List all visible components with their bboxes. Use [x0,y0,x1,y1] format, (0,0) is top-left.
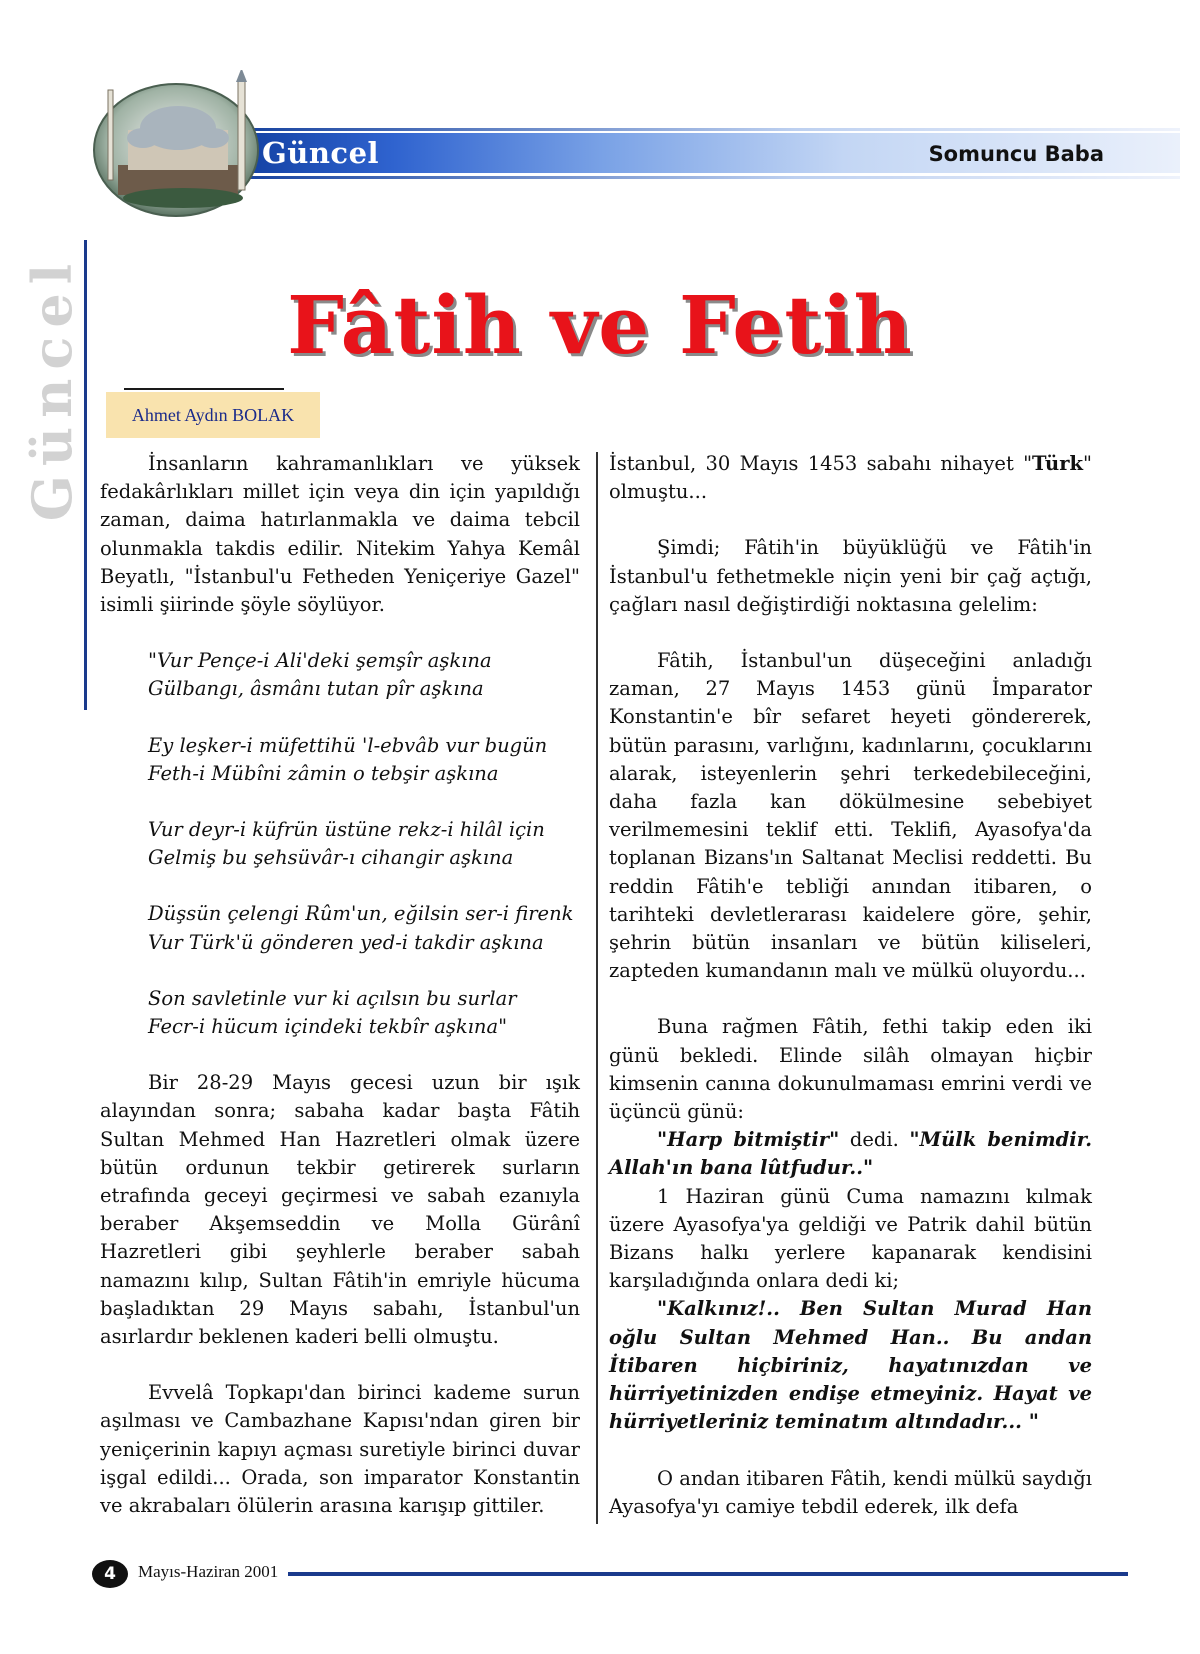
right-column [609,450,1092,1521]
left-column [100,450,580,1520]
poem-line: Gelmiş bu şehsüvâr-ı cihangir aşkına [148,846,514,870]
text-run: dedi. [839,1128,910,1152]
article-title: Fâtih ve Fetih [287,278,913,372]
poem-line: Vur deyr-i küfrün üstüne rekz-i hilâl için [148,818,545,842]
poem-line: Fecr-i hücum içindeki tekbîr aşkına" [148,1015,508,1039]
text-run: " olmuştu... [609,452,1092,504]
paragraph: 1 Haziran günü Cuma namazını kılmak üzere Ayasofya'ya geldiği ve Patrik dahil bütün Bizans halkı yerlere kapanarak kendisini karşıladığında onlara dedi ki; [609,1184,1092,1293]
paragraph [609,450,1092,506]
paragraph: O andan itibaren Fâtih, kendi mülkü saydığı Ayasofya'yı camiye tebdil ederek, ilk defa [609,1466,1092,1518]
paragraph: Şimdi; Fâtih'in büyüklüğü ve Fâtih'in İstanbul'u fethetmekle niçin yeni bir çağ açtığı, çağları nasıl değiştirdiği noktasına gelelim: [609,536,1092,616]
mosque-logo-icon [88,70,278,220]
author-name: Ahmet Aydın BOLAK [131,405,295,425]
page-number: 4 [104,1564,116,1584]
paragraph: Fâtih, İstanbul'un düşeceğini anladığı zaman, 27 Mayıs 1453 günü İmparator Konstantin'e bîr sefaret heyeti göndererek, bütün parasını, varlığını, kadınlarını, çocuklarını alarak, isteyenlerin şehri terkedebileceğini, daha fazla kan dökülmesine sebebiyet verilmemesini teklif etti. Teklifi, Ayasofya'da toplanan Bizans'ın Saltanat Meclisi reddetti. Bu reddin Fâtih'e tebliği anından itibaren, o tarihteki devletlerarası kaidelere göre, şehir, şehrin bütün insanları ve bütün kiliseleri, zapteden kumandanın malı ve mülkü oluyordu... [609,649,1092,983]
poem-line: Son savletinle vur ki açılsın bu surlar [148,986,517,1010]
issue-date: Mayıs-Haziran 2001 [138,1562,279,1581]
quote-paragraph: "Kalkınız!.. Ben Sultan Murad Han oğlu Sultan Mehmed Han.. Bu andan İtibaren hiçbiriniz, hayatınızdan ve hürriyetinizden endişe etmeyiniz. Hayat ve hürriyetleriniz teminatım altındadır... " [609,1297,1092,1434]
paragraph: Bir 28-29 Mayıs gecesi uzun bir ışık alayından sonra; sabaha kadar başta Fâtih Sultan Mehmed Han Hazretleri olmak üzere bütün ordunun tekbir getirerek surların etrafında geceyi geçirmesi ve sabah ezanıyla beraber Akşemseddin ve Molla Gürânî Hazretleri gibi şeyhlerle beraber sabah namazını kılıp, Sultan Fâtih'in emriyle hücuma başladıktan 29 Mayıs sabahı, İstanbul'un asırlardır beklenen kaderi belli olmuştu. [100,1071,580,1349]
footer-rule [288,1572,1128,1576]
poem [100,647,580,1041]
quote-text: "Harp bitmiştir" [657,1128,840,1152]
poem-line: "Vur Pençe-i Ali'deki şemşîr aşkına [148,649,492,673]
poem-line: Ey leşker-i müfettihü 'l-ebvâb vur bugün [148,733,548,757]
poem-line: Gülbangı, âsmânı tutan pîr aşkına [148,677,484,701]
text-run: İstanbul, 30 Mayıs 1453 sabahı nihayet " [609,452,1033,475]
column-divider [596,452,598,1524]
quote-text: "Mülk benimdir. Allah'ın bana lûtfudur.." [609,1128,1092,1180]
paragraph: Buna rağmen Fâtih, fethi takip eden iki günü bekledi. Elinde silâh olmayan hiçbir kimsenin canına dokunulmaması emrini verdi ve üçüncü günü: [609,1015,1092,1124]
paragraph: Evvelâ Topkapı'dan birinci kademe surun aşılması ve Cambazhane Kapısı'ndan giren bir yeniçerinin kapıyı açması suretiyle birinci duvar işgal edildi... Orada, son imparator Konstantin ve akrabaları ölülerin arasına karışıp gittiler. [100,1381,580,1518]
poem-line: Vur Türk'ü gönderen yed-i takdir aşkına [148,930,544,954]
magazine-name: Somuncu Baba [928,142,1104,166]
quote-paragraph [609,1126,1092,1182]
poem-line: Feth-i Mübîni zâmin o tebşir aşkına [148,761,499,785]
author-rule [124,388,284,390]
paragraph: İnsanların kahramanlıkları ve yüksek fedakârlıkları millet için veya din için yapıldığı zaman, daima hatırlanmakla ve daima tebcil olunmakla takdis edilir. Nitekim Yahya Kemâl Beyatlı, "İstanbul'u Fetheden Yeniçeriye Gazel" isimli şiirinde şöyle söylüyor. [100,452,580,617]
side-section-label-text: Güncel [20,254,84,522]
emphasis-text: Türk [1032,452,1084,475]
poem-line: Düşsün çelengi Rûm'un, eğilsin ser-i firenk [148,902,574,926]
section-label: Güncel [262,136,380,170]
